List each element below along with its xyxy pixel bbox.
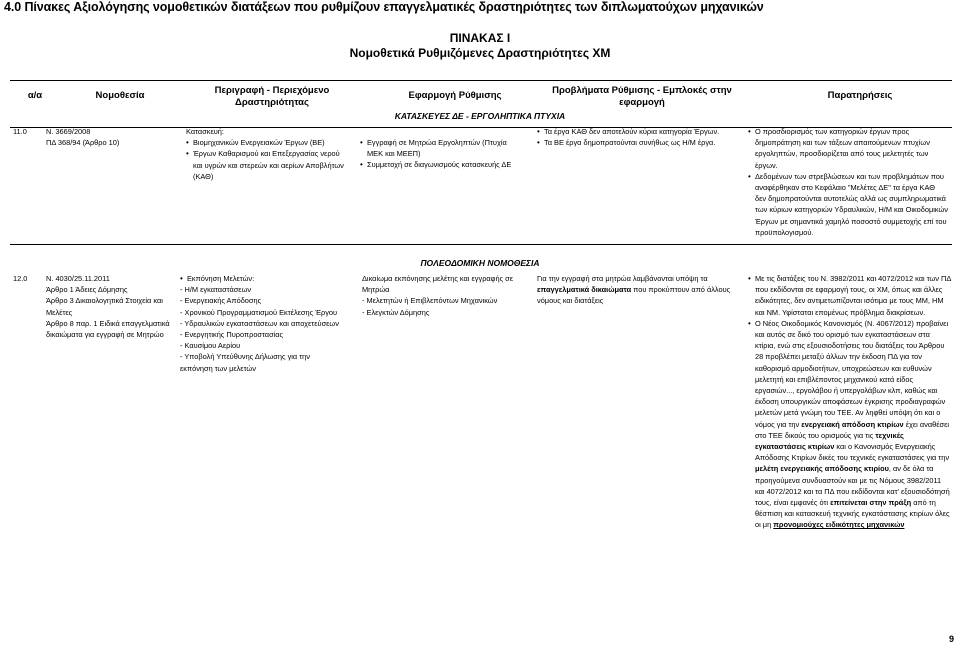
section-constructions: ΚΑΤΑΣΚΕΥΕΣ ΔΕ - ΕΡΓΟΛΗΠΤΙΚΑ ΠΤΥΧΙΑ	[394, 111, 566, 121]
row1-desc-bullet-2: • Έργων Καθαρισμού και Επεξεργασίας νερού και υγρών και στερεών και αερίων Αποβλήτων (ΚΑΘ)	[186, 148, 346, 182]
row1-desc-bullet-1: • Βιομηχανικών Ενεργειακών Έργων (ΒΕ)	[186, 137, 346, 148]
row1-regulation	[360, 137, 520, 171]
row2-law-line-4: Άρθρο 8 παρ. 1 Ειδικά επαγγελματικά δικαιώματα για εγγραφή σε Μητρώο	[46, 318, 170, 340]
row2-rem-text-5: από τη θέσπιση και κατασκευή τεχνικής εγκατάστασης κτιρίων όλες οι μη	[755, 498, 950, 530]
row2-aa: 12.0	[13, 274, 28, 283]
row2-rem-bold-energy: ενεργειακή απόδοση κτιρίων	[801, 419, 904, 429]
row1-desc-head: Κατασκευή:	[186, 127, 224, 136]
row2-law-line-3: Άρθρο 3 Δικαιολογητικά Στοιχεία και Μελέτες	[46, 296, 163, 317]
header-aa: α/α	[27, 90, 43, 101]
row1-rem-bullet-1: • Ο προσδιορισμός των κατηγοριών έργων προς δημοπράτηση και των τάξεων απαιτούμενων πτυχίων εργοληπτών, προσδιορίζεται από τους μελετητές των έργων.	[748, 126, 948, 171]
row2-rem-text-4: , αν δε όλα τα προηγούμενα συνδυαστούν και με τις Νόμους 3982/2011 και 4072/2012 και τα ΠΔ που εκδίδονται κατ' εξουσιοδότησή τους, είναι εμφανές ότι	[755, 464, 950, 508]
row1-aa: 11.0	[13, 127, 27, 136]
header-description	[182, 85, 362, 109]
row2-desc-line-5: - Ενεργητικής Πυροπροστασίας	[180, 330, 284, 340]
row2-law	[46, 273, 176, 340]
row2-prob-bold: επαγγελματικά δικαιώματα	[537, 285, 632, 295]
row2-rem-bold-installations: τεχνικές εγκαταστάσεις κτιρίων	[755, 430, 904, 452]
header-problems-line2: εφαρμογή	[619, 97, 665, 108]
row2-rem-bullet-1: • Με τις διατάξεις του Ν. 3982/2011 και 4072/2012 και των ΠΔ που εκδίδονται σε εφαρμογή τους, οι ΧΜ, όπως και άλλες ειδικότητες, δεν αντιμετωπίζονται ισότιμα με τους ΜΜ, ΗΜ και ΝΜ. Υφίσταται επομένως πρόβλημα διακρίσεων.	[748, 273, 952, 318]
row2-description	[180, 273, 340, 374]
row2-remarks	[748, 273, 952, 531]
row2-rem-bold-privileged: προνομιούχες ειδικότητες μηχανικών	[773, 520, 905, 530]
row1-description	[186, 126, 346, 182]
row2-reg-line-2: - Μελετητών ή Επιβλεπόντων Μηχανικών	[362, 296, 498, 306]
row2-desc-line-1: - Η/Μ εγκαταστάσεων	[180, 285, 252, 295]
section-urban-planning: ΠΟΛΕΟΔΟΜΙΚΗ ΝΟΜΟΘΕΣΙΑ	[420, 258, 540, 268]
row2-rem-text-1: Ο Νέος Οικοδομικός Κανονισμός (Ν. 4067/2012) προβαίνει και αυτός σε δικό του ορισμό των εγκαταστάσεων στα κτίρια, ενώ στις εξουσιοδοτήσεις του διατάξεις του Άρθρου 28 προβλέπει μεταξύ άλλων την έκδοση ΠΔ για τον καθορισμό αρμοδιοτήτων, υποχρεώσεων και ευθυνών μελετητή και επιβλέποντος μηχανικού κατά είδος εργασιών..., εργολάβου ή υπεργολάβων κλπ, καθώς και έκδοση υπουργικών αποφάσεων έγκρισης προδιαγραφών μελετών μετά γνώμη του ΤΕΕ. Αν ληφθεί υπόψη ότι και ο νόμος για την	[755, 318, 949, 429]
table-number: ΠΙΝΑΚΑΣ Ι	[449, 31, 511, 45]
row2-rem-bold-study: μελέτη ενεργειακής απόδοσης κτιρίου	[755, 464, 889, 474]
row2-rem-text-2: έχει αναθέσει στο ΤΕΕ δικούς του ορισμούς για τις	[755, 419, 950, 440]
row1-law	[46, 126, 176, 148]
row2-desc-line-3: - Χρονικού Προγραμματισμού Εκτέλεσης Έργου	[180, 307, 338, 317]
row2-desc-line-7: - Υποβολή Υπεύθυνης Δήλωσης για την εκπόνηση των μελετών	[180, 352, 310, 373]
header-problems	[532, 85, 752, 109]
table-subtitle: Νομοθετικά Ρυθμιζόμενες Δραστηριότητες ΧΜ	[349, 46, 611, 60]
header-problems-line1: Προβλήματα Ρύθμισης - Εμπλοκές στην	[552, 85, 732, 96]
document-title: 4.0 Πίνακες Αξιολόγησης νομοθετικών διατάξεων που ρυθμίζουν επαγγελματικές δραστηριότητες των διπλωματούχων μηχανικών	[4, 0, 764, 14]
row2-rem-bullet-2	[748, 318, 952, 531]
header-law: Νομοθεσία	[95, 90, 145, 101]
row2-desc-line-4: - Υδραυλικών εγκαταστάσεων και αποχετεύσεων	[180, 318, 339, 328]
row1-prob-bullet-2: • Τα ΒΕ έργα δημοπρατούνται συνήθως ως Η/Μ έργα.	[537, 137, 737, 148]
row1-law-line1: Ν. 3669/2008	[46, 127, 91, 136]
row2-desc-line-6: - Καυσίμου Αερίου	[180, 341, 241, 351]
row2-regulation	[362, 273, 532, 318]
row1-rem-bullet-2: • Δεδομένων των στρεβλώσεων και των προβλημάτων που αναφέρθηκαν στο Κεφάλαιο "Μελέτες ΔΕ" τα έργα ΚΑΘ δεν δημοπρατούνται αυτοτελώς αλλά ως συμπληρωματικά των κύριων κατηγοριών Υδραυλικών, Η/Μ και Οικοδομικών Έργων με σημαντικά χαμηλό ποσοστό συμμετοχής επί του προϋπολογισμού.	[748, 171, 948, 238]
row2-law-line-2: Άρθρο 1 Άδειες Δόμησης	[46, 285, 128, 295]
row1-problems	[537, 126, 737, 148]
header-description-line2: Δραστηριότητας	[235, 97, 309, 108]
row2-desc-line-2: - Ενεργειακής Απόδοσης	[180, 296, 262, 306]
row2-law-line-1: Ν. 4030/25.11.2011	[46, 274, 110, 283]
row2-rem-bold-intensified: επιτείνεται	[830, 498, 868, 508]
header-regulation: Εφαρμογή Ρύθμισης	[408, 90, 502, 101]
row1-reg-bullet-2: • Συμμετοχή σε διαγωνισμούς κατασκευής ΔΕ	[360, 159, 520, 170]
row-separator	[10, 244, 952, 245]
row1-law-line2: ΠΔ 368/94 (Άρθρο 10)	[46, 138, 120, 148]
header-remarks: Παρατηρήσεις	[827, 90, 893, 101]
row1-reg-bullet-1: • Εγγραφή σε Μητρώα Εργοληπτών (Πτυχία ΜΕΚ και ΜΕΕΠ)	[360, 137, 520, 159]
row2-desc-head: • Εκπόνηση Μελετών:	[180, 273, 340, 284]
page-number: 9	[948, 634, 954, 644]
row1-remarks	[748, 126, 948, 238]
row2-rem-text-3: και ο Κανονισμός Ενεργειακής Απόδοσης Κτιρίων δικές του τεχνικές εγκαταστάσεις για την	[755, 442, 950, 463]
row2-reg-line-1: Δικαίωμα εκπόνησης μελέτης και εγγραφής σε Μητρώα	[362, 274, 514, 295]
row2-rem-bold-practice: στην πράξη	[869, 498, 912, 508]
header-description-line1: Περιγραφή - Περιεχόμενο	[214, 85, 330, 96]
row2-problems	[537, 273, 745, 307]
row2-prob-part-2: που προκύπτουν από άλλους νόμους και διατάξεις	[537, 285, 731, 306]
row2-prob-part-1: Για την εγγραφή στα μητρώα λαμβάνονται υπόψη τα	[537, 274, 708, 283]
row2-reg-line-3: - Ελεγκτών Δόμησης	[362, 307, 430, 317]
row1-prob-bullet-1: • Τα έργα ΚΑΘ δεν αποτελούν κύρια κατηγορία Έργων.	[537, 126, 737, 137]
